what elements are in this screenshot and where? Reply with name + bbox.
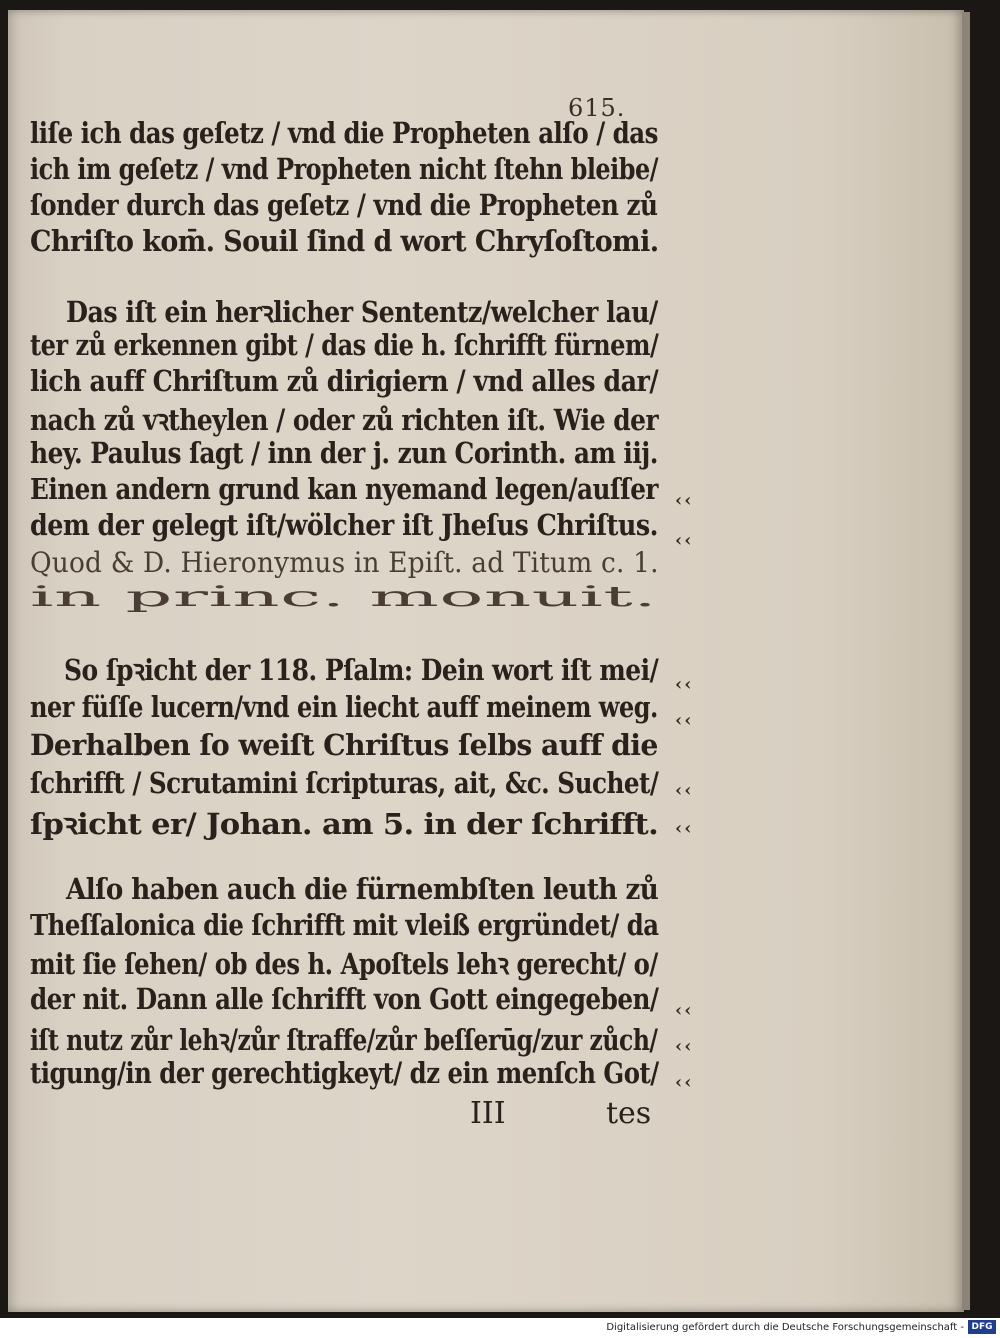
text-line: mit ſie ſehen/ ob des h. Apoſtels lehꝛ gerecht/ o/ — [30, 947, 658, 981]
text-line: ſchrifft / Scrutamini ſcripturas, ait, &c. Suchet/ — [30, 766, 659, 800]
text-line: iſt nutz zůr lehꝛ/zůr ſtraffe/zůr beſſerūg/zur zůch/ — [30, 1023, 658, 1057]
margin-quote-mark: ‹‹ — [675, 1000, 694, 1021]
text-line: Alſo haben auch die fürnembſten leuth zů — [66, 872, 659, 906]
footer-credit: Digitalisierung gefördert durch die Deutsche Forschungsgemeinschaft - — [606, 1322, 964, 1333]
latin-line: Quod & D. Hieronymus in Epiſt. ad Titum c. 1. — [30, 546, 659, 579]
text-line: ner füſſe lucern/vnd ein liecht auff meinem weg. — [30, 690, 658, 724]
text-line: Einen andern grund kan nyemand legen/auſſer — [30, 472, 658, 506]
signature-mark: III — [470, 1096, 506, 1131]
text-line: Derhalben ſo weiſt Chriſtus ſelbs auff die — [30, 728, 658, 762]
folio-number: 615. — [568, 94, 626, 122]
book-page — [8, 10, 964, 1312]
text-line: liſe ich das geſetz / vnd die Propheten alſo / das — [30, 116, 658, 150]
text-line: ter zů erkennen gibt / das die h. ſchrifft fürnem/ — [30, 328, 659, 362]
margin-quote-mark: ‹‹ — [675, 818, 694, 839]
catchword: tes — [606, 1096, 652, 1131]
dfg-logo: DFG — [968, 1320, 996, 1334]
text-line: Das iſt ein herꝛlicher Sententz/welcher lau/ — [66, 295, 658, 329]
margin-quote-mark: ‹‹ — [675, 530, 694, 551]
text-line: dem der gelegt iſt/wölcher iſt Jheſus Chriſtus. — [30, 508, 658, 542]
text-line: ich im geſetz / vnd Propheten nicht ſtehn bleibe/ — [30, 152, 658, 186]
text-line: Theſſalonica die ſchrifft mit vleiß ergründet/ da — [30, 908, 659, 942]
text-line: lich auff Chriſtum zů dirigiern / vnd alles dar/ — [30, 364, 659, 398]
text-line: ſpꝛicht er/ Johan. am 5. in der ſchrifft. — [30, 807, 659, 841]
margin-quote-mark: ‹‹ — [675, 710, 694, 731]
text-line: hey. Paulus ſagt / inn der j. zun Corinth. am iij. — [30, 436, 658, 470]
text-line: tigung/in der gerechtigkeyt/ dz ein menſch Got/ — [30, 1056, 659, 1090]
text-line: der nit. Dann alle ſchrifft von Gott eingegeben/ — [30, 982, 659, 1016]
text-line: ſonder durch das geſetz / vnd die Propheten zů — [30, 188, 658, 222]
margin-quote-mark: ‹‹ — [675, 1036, 694, 1057]
page-edge — [962, 12, 970, 1310]
text-line: So ſpꝛicht der 118. Pſalm: Dein wort iſt mei/ — [64, 653, 659, 687]
margin-quote-mark: ‹‹ — [675, 490, 694, 511]
latin-line: in princ. monuit. — [30, 580, 658, 613]
text-line: Chriſto kom̄. Souil ſind d wort Chryſoſtomi. — [30, 224, 659, 258]
margin-quote-mark: ‹‹ — [675, 674, 694, 695]
text-line: nach zů vꝛtheylen / oder zů richten iſt. Wie der — [30, 403, 659, 437]
margin-quote-mark: ‹‹ — [675, 780, 694, 801]
margin-quote-mark: ‹‹ — [675, 1072, 694, 1093]
